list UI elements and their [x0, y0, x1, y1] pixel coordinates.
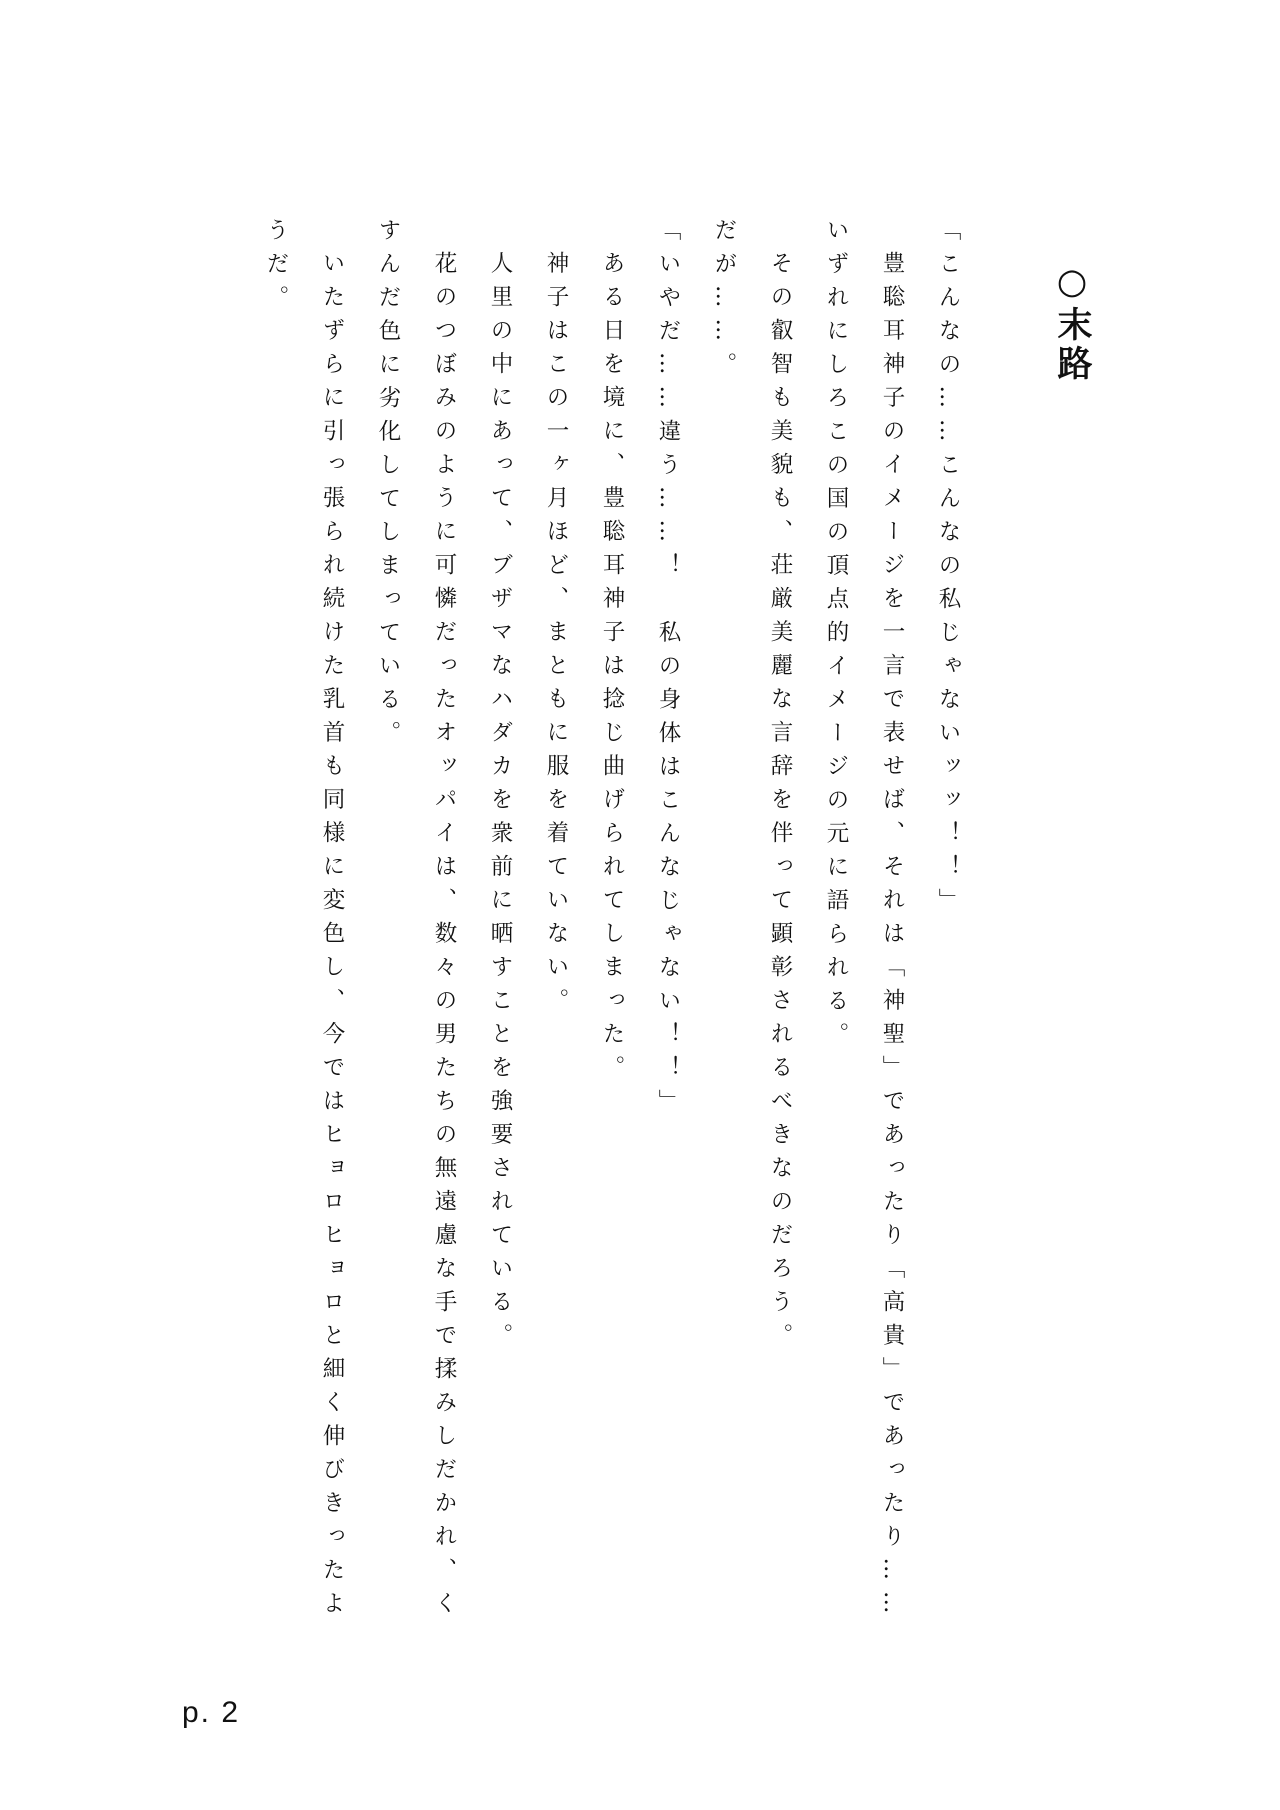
paragraph-8: 神子はこの一ヶ月ほど、まともに服を着ていない。 [543, 251, 569, 1022]
paragraph-4: その叡智も美貌も、荘厳美麗な言辞を伴って顕彰されるべきなのだろう。 [767, 251, 793, 1357]
paragraph-3: いずれにしろこの国の頂点的イメージの元に語られる。 [823, 218, 849, 1056]
paragraph-9: 人里の中にあって、ブザマなハダカを衆前に晒すことを強要されている。 [487, 251, 513, 1357]
paragraph-2: 豊聡耳神子のイメージを一言で表せば、それは「神聖」であったり「高貴」であったり…… [879, 251, 905, 1625]
paragraph-12: いたずらに引っ張られ続けた乳首も同様に変色し、今ではヒョロヒョロと細く伸びきったよ [319, 251, 345, 1625]
page-number: p. 2 [182, 1696, 241, 1729]
paragraph-11: すんだ色に劣化してしまっている。 [375, 218, 401, 754]
paragraph-10: 花のつぼみのように可憐だったオッパイは、数々の男たちの無遠慮な手で揉みしだかれ、く [431, 251, 457, 1625]
paragraph-7: ある日を境に、豊聡耳神子は捻じ曲げられてしまった。 [599, 251, 625, 1089]
paragraph-5: だが……。 [711, 218, 737, 386]
paragraph-1: 「こんなの……こんなの私じゃないッッ！！」 [935, 218, 961, 922]
section-title: ○末路 [1052, 262, 1092, 384]
body-text [248, 218, 976, 1658]
paragraph-6: 「いやだ……違う……！ 私の身体はこんなじゃない！！」 [655, 218, 681, 1123]
paragraph-13: うだ。 [263, 218, 289, 319]
